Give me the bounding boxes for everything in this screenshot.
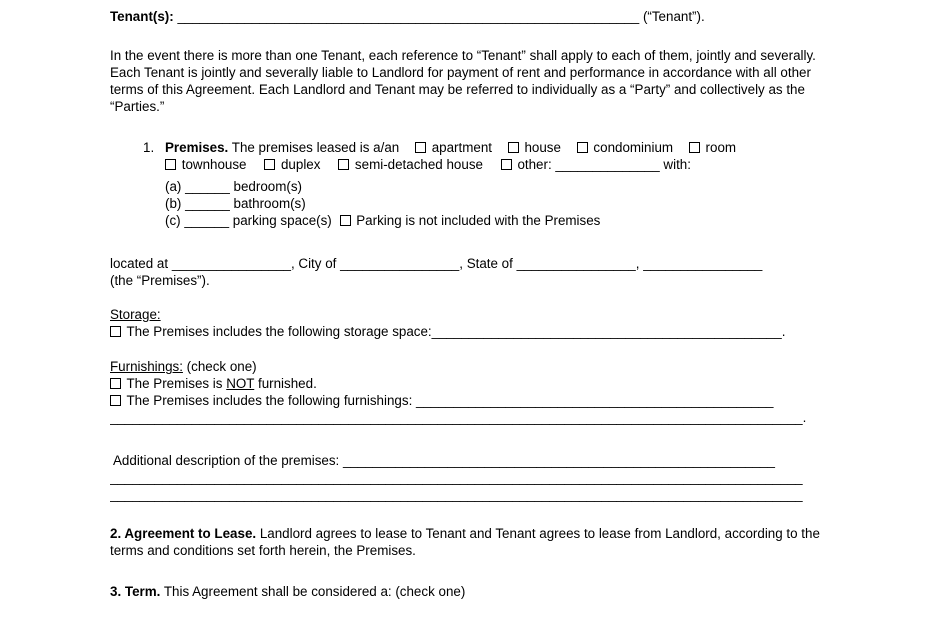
not-furnished-checkbox[interactable] [110, 378, 121, 389]
parking-not-included-checkbox[interactable] [340, 215, 351, 226]
furnishings-period: . [802, 410, 807, 425]
furnishings-included-text: The Premises includes the following furnishings: [126, 393, 413, 408]
storage-section [110, 306, 824, 340]
premises-heading: Premises. [165, 140, 229, 155]
duplex-checkbox[interactable] [264, 159, 275, 170]
additional-blank-line-3 [110, 486, 824, 503]
additional-description-section [110, 452, 824, 503]
apartment-label: apartment [431, 140, 492, 155]
storage-option-line [110, 323, 824, 340]
bedrooms-blank[interactable]: ______ [185, 179, 230, 194]
furnishings-continuation-blank[interactable]: _____________________________________________________________________________________________ [110, 410, 803, 425]
parking-not-included-label: Parking is not included with the Premises [356, 213, 601, 228]
storage-heading: Storage: [110, 307, 161, 322]
premises-item-number: 1. [143, 140, 155, 155]
furnishings-heading: Furnishings: [110, 359, 183, 374]
option-other [501, 157, 691, 172]
other-label: other: [517, 157, 552, 172]
state-label: , State of [459, 256, 513, 271]
with-label: with: [663, 157, 691, 172]
semi-detached-label: semi-detached house [354, 157, 483, 172]
parking-prefix: (c) [165, 213, 181, 228]
tenant-name-blank[interactable]: ______________________________________________________________ [177, 9, 640, 24]
agreement-to-lease-heading: 2. Agreement to Lease. [110, 526, 257, 541]
agreement-to-lease-body: Landlord agrees to lease to Tenant and Tenant agrees to lease from Landlord, according to the terms and conditions set forth herein, the Premises. [110, 526, 820, 558]
bedrooms-line [165, 178, 824, 195]
premises-section [143, 139, 824, 229]
located-line [110, 255, 824, 272]
option-apartment [415, 140, 492, 155]
additional-blank-line-2 [110, 469, 824, 486]
premises-lead-text: The premises leased is a/an [231, 140, 400, 155]
term-heading: 3. Term. [110, 584, 161, 599]
bedrooms-label: bedroom(s) [233, 179, 302, 194]
parking-label: parking space(s) [232, 213, 332, 228]
other-blank[interactable]: ______________ [555, 157, 660, 172]
storage-blank[interactable]: _______________________________________________ [431, 324, 782, 339]
not-furnished-post: furnished. [257, 376, 317, 391]
premises-options-row-2 [165, 156, 824, 173]
storage-option-text: The Premises includes the following storage space: [126, 324, 432, 339]
additional-description-label: Additional description of the premises: [113, 453, 340, 468]
parking-blank[interactable]: ______ [184, 213, 230, 228]
option-townhouse [165, 157, 247, 172]
additional-blank-2[interactable]: _____________________________________________________________________________________________ [110, 470, 803, 485]
premises-options-row-1 [165, 139, 824, 156]
furnishings-blank[interactable]: ________________________________________________ [416, 393, 774, 408]
furnishings-heading-line [110, 358, 824, 375]
tenant-suffix: (“Tenant”). [642, 9, 705, 24]
storage-checkbox[interactable] [110, 326, 121, 337]
located-comma: , [635, 256, 640, 271]
tenant-line [110, 8, 824, 25]
furnishings-included-checkbox[interactable] [110, 395, 121, 406]
option-house [508, 140, 561, 155]
not-furnished-pre: The Premises is [126, 376, 223, 391]
term-section [110, 583, 824, 600]
option-semi-detached [338, 157, 483, 172]
room-label: room [705, 140, 737, 155]
furnishings-section [110, 358, 824, 426]
state-blank[interactable]: ________________ [516, 256, 636, 271]
bathrooms-blank[interactable]: ______ [185, 196, 230, 211]
city-blank[interactable]: ________________ [340, 256, 460, 271]
not-furnished-line [110, 375, 824, 392]
bathrooms-label: bathroom(s) [233, 196, 306, 211]
condominium-checkbox[interactable] [577, 142, 588, 153]
not-furnished-not: NOT [226, 376, 255, 391]
option-duplex [264, 157, 320, 172]
premises-item-body [165, 139, 824, 229]
additional-blank-3[interactable]: _____________________________________________________________________________________________ [110, 487, 803, 502]
semi-detached-checkbox[interactable] [338, 159, 349, 170]
duplex-label: duplex [280, 157, 321, 172]
tenant-label: Tenant(s): [110, 9, 174, 24]
furnishings-continuation-line [110, 409, 824, 426]
agreement-to-lease-section [110, 525, 824, 559]
additional-description-line [113, 452, 824, 469]
condominium-label: condominium [593, 140, 674, 155]
premises-defined-suffix: (the “Premises”). [110, 273, 210, 288]
furnishings-included-line [110, 392, 824, 409]
address-blank[interactable]: ________________ [171, 256, 291, 271]
house-label: house [524, 140, 561, 155]
term-body: This Agreement shall be considered a: (check one) [163, 584, 466, 599]
located-lead: located at [110, 256, 169, 271]
parking-line [165, 212, 824, 229]
room-checkbox[interactable] [689, 142, 700, 153]
bathrooms-line [165, 195, 824, 212]
intro-paragraph: In the event there is more than one Tenant, each reference to “Tenant” shall apply to each of them, jointly and severally. Each Tenant is jointly and severally liable to Landlord for payment of rent and performance in accordance with all other terms of this Agreement. Each Landlord and Tenant may be referred to individually as a “Party” and collectively as the “Parties.” [110, 48, 816, 114]
zip-blank[interactable]: ________________ [643, 256, 763, 271]
additional-blank-1[interactable]: __________________________________________________________ [343, 453, 775, 468]
located-block [110, 255, 824, 289]
city-label: , City of [290, 256, 337, 271]
house-checkbox[interactable] [508, 142, 519, 153]
furnishings-check-one: (check one) [186, 359, 257, 374]
option-condominium [577, 140, 673, 155]
other-checkbox[interactable] [501, 159, 512, 170]
apartment-checkbox[interactable] [415, 142, 426, 153]
bedrooms-prefix: (a) [165, 179, 182, 194]
option-room [689, 140, 736, 155]
townhouse-label: townhouse [181, 157, 247, 172]
bathrooms-prefix: (b) [165, 196, 182, 211]
storage-period: . [781, 324, 786, 339]
townhouse-checkbox[interactable] [165, 159, 176, 170]
